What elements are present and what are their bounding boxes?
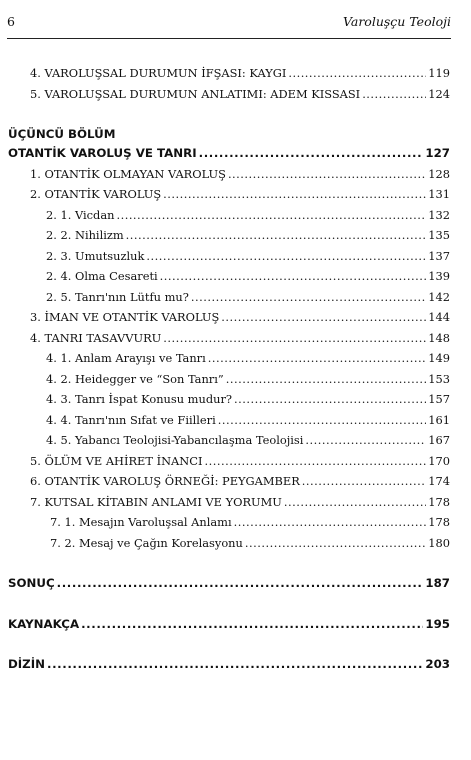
toc-entry-page: 119	[428, 66, 450, 80]
dot-leader	[191, 287, 426, 308]
toc-backmatter-entry	[8, 573, 450, 594]
toc-backmatter-entry	[8, 614, 450, 635]
toc-entry	[8, 266, 450, 287]
toc-entry-page: 128	[428, 166, 450, 181]
dot-leader	[163, 184, 426, 205]
toc-entry-page: 203	[425, 657, 450, 671]
toc-entry-page: 148	[428, 330, 450, 345]
toc-entry-page: 139	[428, 269, 450, 283]
toc-entry-label: 4. 5. Yabancı Teolojisi-Yabancılaşma Teolojisi	[46, 433, 304, 447]
toc-entry-label: 4. 3. Tanrı İspat Konusu mudur?	[46, 392, 233, 406]
toc-entry	[8, 205, 450, 226]
toc-entry	[8, 287, 450, 308]
dot-leader	[126, 225, 427, 246]
toc-entry	[8, 492, 450, 513]
part-title: ÜÇÜNCÜ BÖLÜM	[8, 127, 116, 141]
toc-entry	[8, 184, 450, 205]
dot-leader	[228, 164, 426, 185]
toc-entry-label: KAYNAKÇA	[8, 616, 80, 631]
toc-entry-page: 135	[428, 228, 450, 242]
toc-entry-label: 1. OTANTİK OLMAYAN VAROLUŞ	[30, 166, 226, 181]
dot-leader	[362, 84, 426, 105]
toc-entry	[8, 369, 450, 390]
dot-leader	[160, 266, 427, 287]
toc-entry-page: 187	[425, 576, 450, 590]
toc-entry	[8, 246, 450, 267]
toc-chapter	[8, 143, 450, 164]
toc-entry	[8, 164, 450, 185]
dot-leader	[57, 573, 424, 594]
toc-entry-page: 153	[428, 371, 450, 386]
dot-leader	[47, 654, 423, 675]
toc-entry-page: 132	[428, 207, 450, 222]
toc-entry	[8, 84, 450, 105]
toc-entry-page: 174	[428, 474, 450, 488]
toc-entry	[8, 307, 450, 328]
toc-entry-label: 4. VAROLUŞSAL DURUMUN İFŞASI: KAYGI	[30, 66, 287, 80]
toc-entry-page: 144	[428, 310, 450, 324]
toc-entry-label: 4. 2. Heidegger ve “Son Tanrı”	[46, 371, 224, 386]
toc-entry-page: 149	[428, 351, 450, 365]
toc-entry	[8, 533, 450, 554]
dot-leader	[146, 246, 426, 267]
toc-entry-page: 180	[428, 535, 450, 550]
toc-entry-page: 195	[425, 616, 450, 631]
toc-entry	[8, 328, 450, 349]
toc-entry	[8, 63, 450, 84]
toc-entry-label: SONUÇ	[8, 576, 55, 590]
dot-leader	[221, 307, 426, 328]
page-number: 6	[7, 14, 15, 29]
toc-backmatter-entry	[8, 654, 450, 675]
header-rule	[7, 38, 451, 39]
table-of-contents	[8, 63, 450, 675]
toc-entry-label: 2. 1. Vicdan	[46, 207, 115, 222]
toc-entry-label: 6. OTANTİK VAROLUŞ ÖRNEĞİ: PEYGAMBER	[30, 474, 300, 488]
toc-chapter-page: 127	[425, 146, 450, 160]
dot-leader	[163, 328, 426, 349]
toc-entry-label: 2. 5. Tanrı'nın Lütfu mu?	[46, 289, 189, 304]
dot-leader	[284, 492, 426, 513]
toc-entry-label: 2. 4. Olma Cesareti	[46, 269, 158, 283]
toc-entry-page: 170	[428, 453, 450, 468]
dot-leader	[302, 471, 426, 492]
toc-entry	[8, 410, 450, 431]
toc-entry-label: 7. 1. Mesajın Varoluşsal Anlamı	[50, 515, 232, 529]
dot-leader	[245, 533, 426, 554]
dot-leader	[81, 614, 423, 635]
dot-leader	[199, 143, 424, 164]
toc-entry-label: 5. ÖLÜM VE AHİRET İNANCI	[30, 453, 203, 468]
toc-entry-label: 3. İMAN VE OTANTİK VAROLUŞ	[30, 310, 220, 324]
toc-entry-page: 161	[428, 412, 450, 427]
toc-entry-label: 4. 4. Tanrı'nın Sıfat ve Fiilleri	[46, 412, 216, 427]
dot-leader	[218, 410, 427, 431]
dot-leader	[204, 451, 426, 472]
dot-leader	[226, 369, 427, 390]
toc-entry-label: 7. 2. Mesaj ve Çağın Korelasyonu	[50, 535, 243, 550]
toc-entry-page: 142	[428, 289, 450, 304]
toc-entry	[8, 471, 450, 492]
dot-leader	[234, 512, 427, 533]
toc-entry-label: 2. 2. Nihilizm	[46, 228, 124, 242]
toc-entry	[8, 451, 450, 472]
toc-entry	[8, 512, 450, 533]
dot-leader	[208, 348, 426, 369]
toc-entry-page: 157	[428, 392, 450, 406]
toc-entry-page: 131	[428, 187, 450, 201]
toc-entry-page: 137	[428, 248, 450, 263]
dot-leader	[116, 205, 426, 226]
toc-entry-label: 2. 3. Umutsuzluk	[46, 248, 145, 263]
dot-leader	[305, 430, 426, 451]
toc-entry-page: 178	[428, 515, 450, 529]
toc-entry-page: 167	[428, 433, 450, 447]
running-title: Varoluşçu Teoloji	[342, 14, 451, 29]
toc-entry-label: 4. 1. Anlam Arayışı ve Tanrı	[46, 351, 206, 365]
toc-entry-label: 4. TANRI TASAVVURU	[30, 330, 162, 345]
toc-entry	[8, 430, 450, 451]
toc-entry-label: 2. OTANTİK VAROLUŞ	[30, 187, 162, 201]
toc-entry-label: 7. KUTSAL KİTABIN ANLAMI VE YORUMU	[30, 494, 282, 509]
toc-entry-label: DİZİN	[8, 657, 45, 671]
toc-entry	[8, 348, 450, 369]
toc-entry	[8, 225, 450, 246]
toc-entry-page: 178	[428, 494, 450, 509]
dot-leader	[234, 389, 426, 410]
toc-entry-page: 124	[428, 86, 450, 101]
dot-leader	[288, 63, 426, 84]
toc-chapter-label: OTANTİK VAROLUŞ VE TANRI	[8, 146, 197, 160]
toc-entry	[8, 389, 450, 410]
page-header	[7, 14, 451, 32]
toc-entry-label: 5. VAROLUŞSAL DURUMUN ANLATIMI: ADEM KISSASI	[30, 86, 361, 101]
